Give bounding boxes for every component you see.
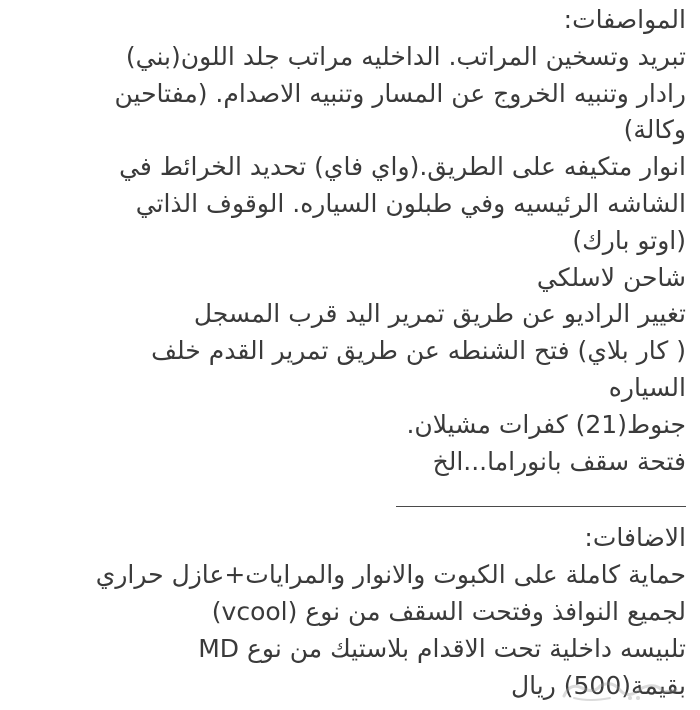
spec-line: السياره [608, 372, 686, 402]
spec-line: جنوط(21) كفرات مشيلان. [406, 409, 686, 439]
spec-line: انوار متكيفه على الطريق.(واي فاي) تحديد الخرائط في [119, 152, 686, 182]
addition-line: تلبيسه داخلية تحت الاقدام بلاستيك من نوع MD [198, 633, 686, 663]
spec-line: تبريد وتسخين المراتب. الداخليه مراتب جلد اللون(بني) [125, 41, 686, 71]
spec-line: وكالة) [623, 115, 686, 145]
addition-line: لجميع النوافذ وفتحت السقف من نوع (vcool) [211, 596, 686, 626]
spec-line: (اوتو بارك) [572, 225, 686, 255]
specs-heading: المواصفات: [563, 5, 686, 34]
spec-line: ( كار بلاي) فتح الشنطه عن طريق تمرير القدم خلف [151, 336, 686, 366]
haraj-logo-watermark-icon [560, 674, 680, 704]
spec-line: الشاشه الرئيسيه وفي طبلون السياره. الوقوف الذاتي [135, 188, 686, 218]
spec-line: شاحن لاسلكي [536, 262, 686, 292]
spec-line: تغيير الراديو عن طريق تمرير اليد قرب المسجل [193, 299, 686, 329]
addition-line: حماية كاملة على الكبوت والانوار والمرايات+عازل حراري [95, 560, 686, 590]
spec-line: رادار وتنبيه الخروج عن المسار وتنبيه الاصدام. (مفتاحين [114, 78, 686, 108]
spec-line: فتحة سقف بانوراما...الخ [432, 446, 686, 476]
additions-heading: الاضافات: [584, 523, 686, 553]
document-body [10, 2, 686, 704]
addition-line: بقيمة(500) ريال [511, 670, 686, 700]
section-divider [10, 506, 686, 507]
